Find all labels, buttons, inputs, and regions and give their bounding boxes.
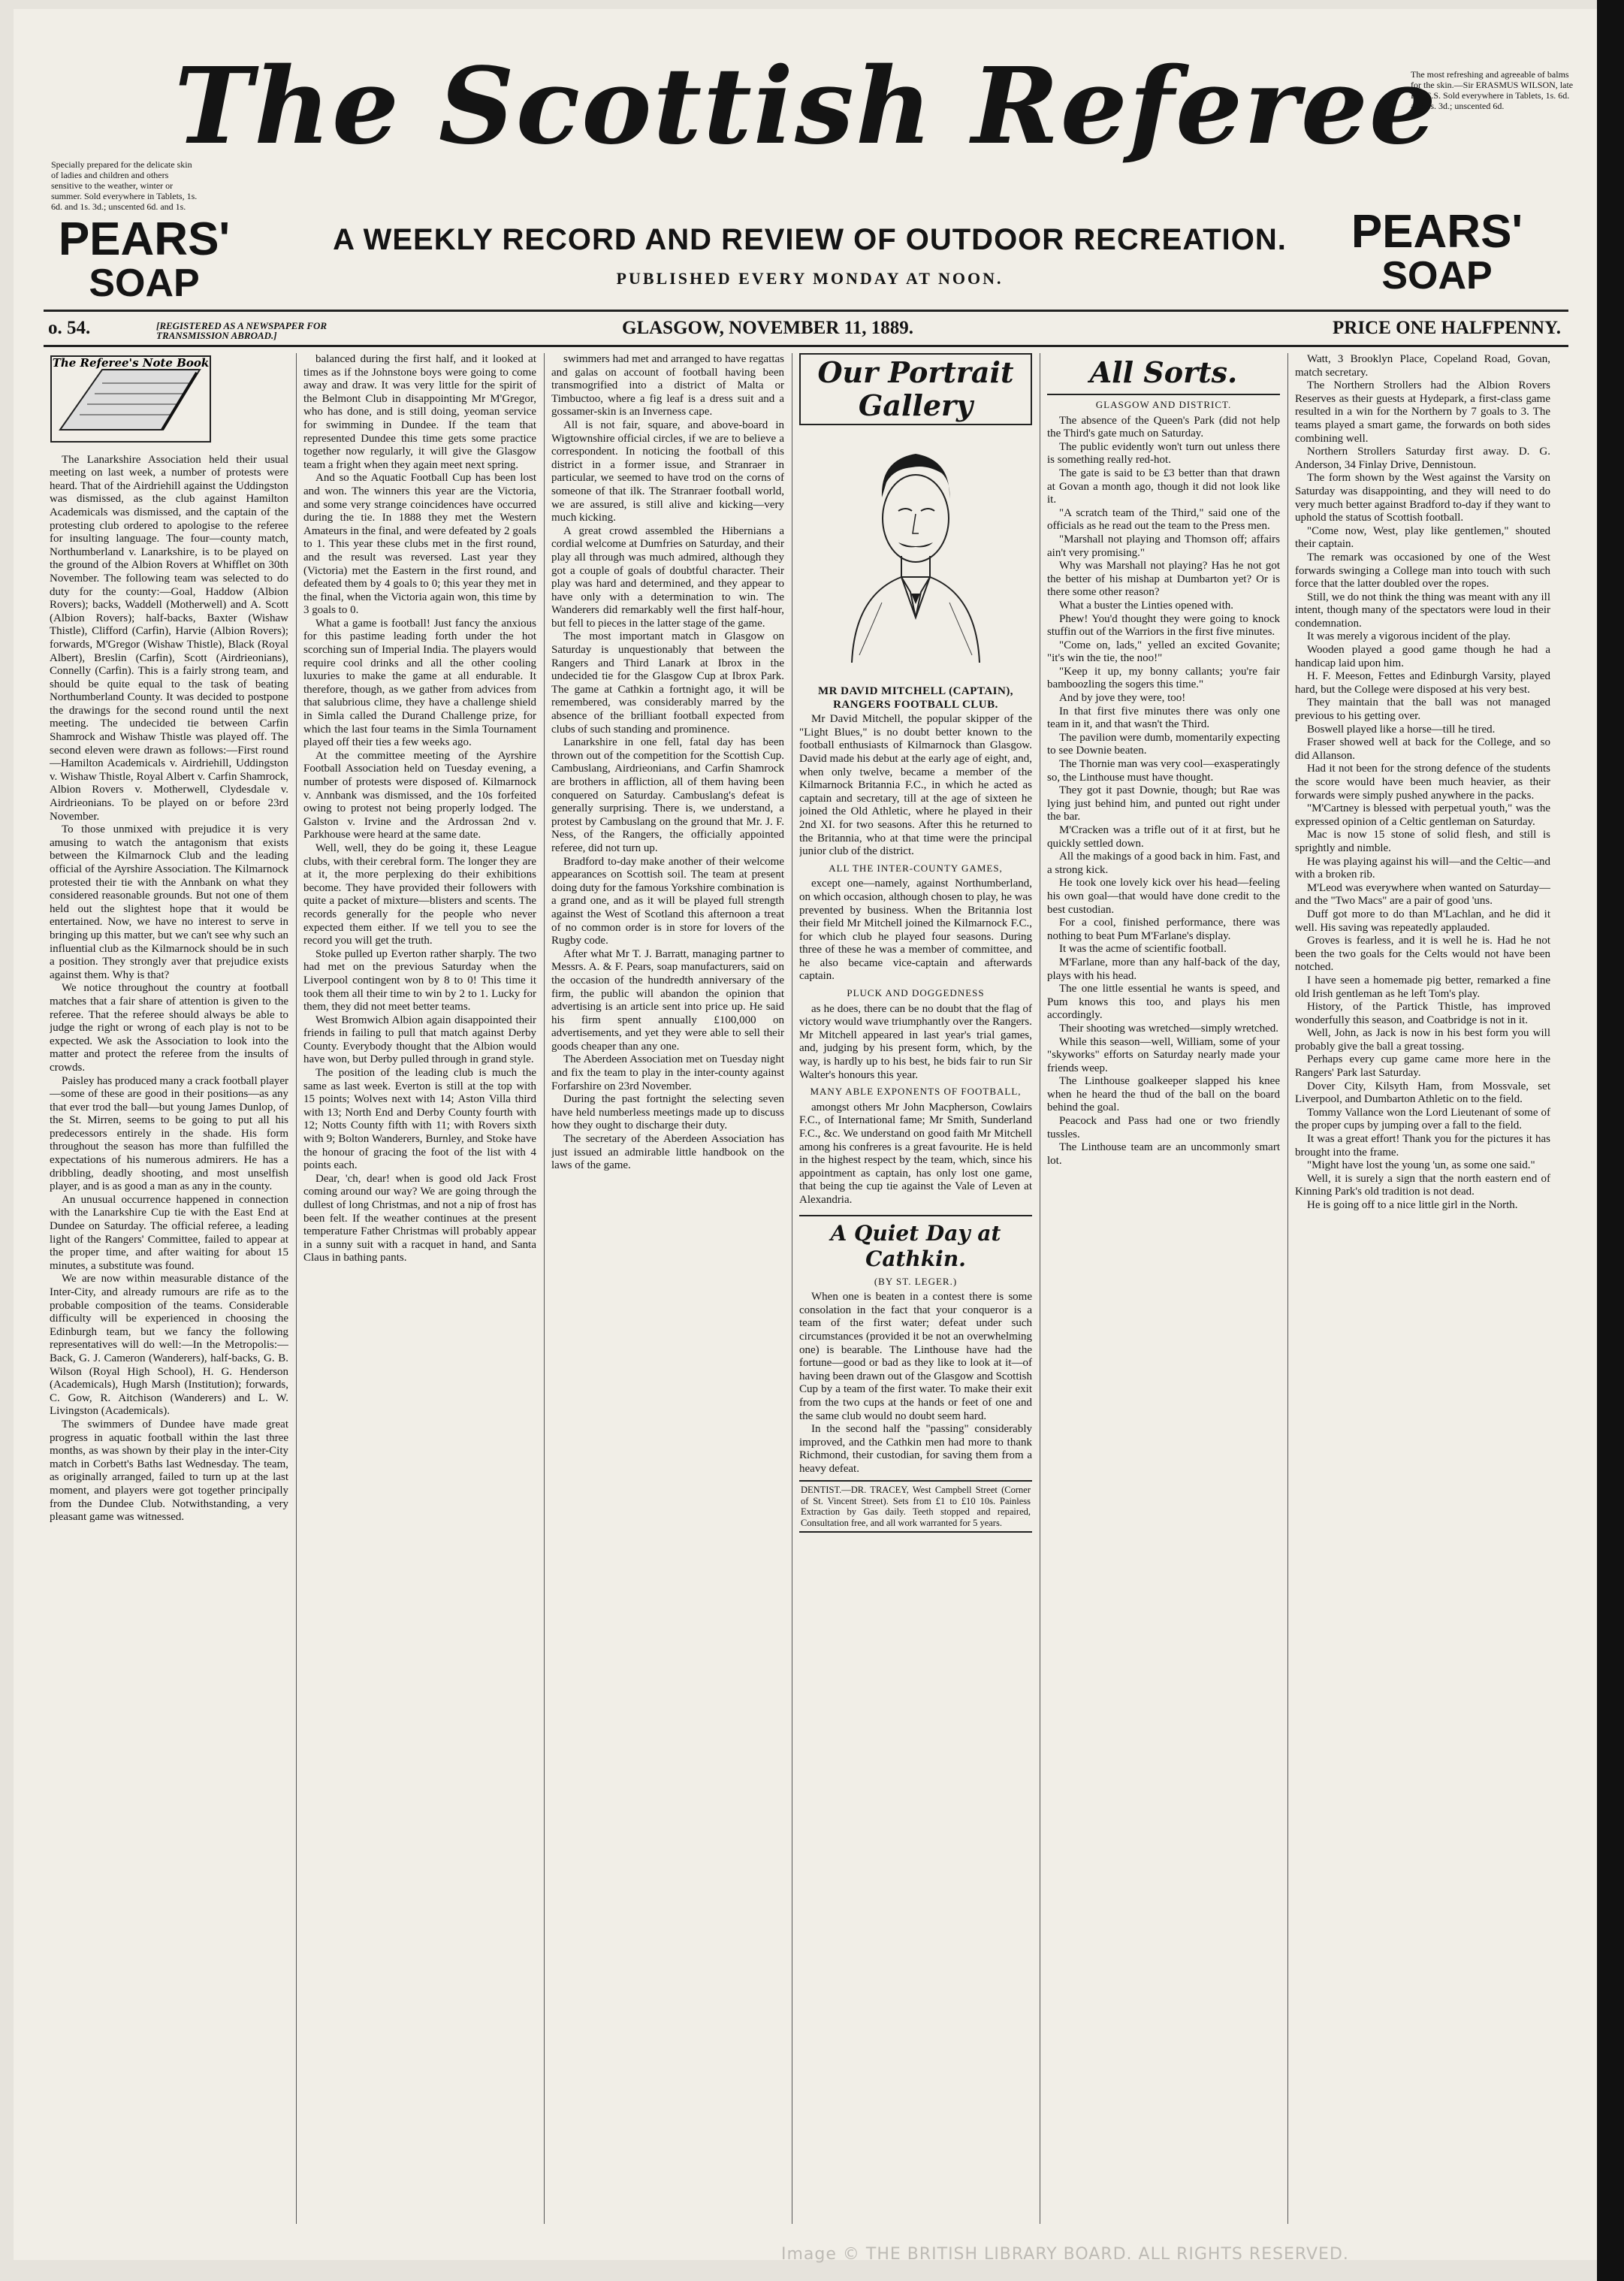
article-paragraph: The swimmers of Dundee have made great progress in aquatic football within the last three months, as was shown by their play in the inter-City match in Corbett's Baths last Wednesday. The team, as originally arranged, failed to turn up at the last moment, and players were got together principally from the Dundee Club. Notwithstanding, a very pleasant game was witnessed. (50, 1418, 288, 1524)
article-paragraph: Stoke pulled up Everton rather sharply. The two had met on the previous Saturday when the Liverpool contingent won by 8 to 0! This time it took them all their time to win by 2 to 1. Lucky for them, they did not meet better teams. (303, 947, 536, 1014)
article-paragraph: He is going off to a nice little girl in the North. (1307, 1199, 1518, 1211)
column-rule (544, 353, 545, 2224)
article-paragraph: Tommy Vallance won the Lord Lieutenant of some of the proper cups by jumping over a fall to the field. (1295, 1106, 1550, 1132)
article-paragraph: What a game is football! Just fancy the anxious for this pastime leading forth under the hot scorching sun of Imperial India. The players would require cool drinks and all the other cooling luxuries to make the game at all endurable. It therefore, though, as we gather from advices from that salubrious clime, they have a challenge shield in Simla called the Durand Challenge prize, for which the last four teams in the Simla Tournament played off their ties a few weeks ago. (303, 617, 536, 749)
subheading: GLASGOW AND DISTRICT. (1095, 399, 1232, 410)
article-paragraph: The remark was occasioned by one of the West forwards swinging a College man into touch with such force that the latter doubled over the ropes. (1295, 551, 1550, 591)
soap-label: SOAP (89, 261, 200, 305)
article-paragraph: Bradford to-day make another of their welcome appearances on Scottish soil. The team at present doing duty for the famous Yorkshire combination is a grand one, and as it will be played full strength against the West of Scotland this afternoon a treat of no common order is in store for lovers of the Rugby code. (551, 855, 784, 947)
article-paragraph: Groves is fearless, and it is well he is. Had he not been the two goals for the Celts would not have been notched. (1295, 935, 1550, 974)
article-paragraph: Well, it is surely a sign that the north eastern end of Kinning Park's old tradition is not dead. (1295, 1172, 1550, 1198)
article-paragraph: It was merely a vigorous incident of the play. (1307, 630, 1511, 643)
article-paragraph: We notice throughout the country at football matches that a fair share of attention is given to the referee. That the referee should always be able to judge the right or wrong of each play is not to be expected. We ask the Association to look into the matter and protect the referee from the insults of crowds. (50, 982, 288, 1074)
pears-brand: PEARS' (58, 213, 231, 265)
right-ear-blurb: The most refreshing and agreeable of balms for the skin.—Sir ERASMUS WILSON, late P.R.C.S. Sold everywhere in Tablets, 1s. 6d. and 1s. 3d.; unscented 6d. (1411, 69, 1574, 111)
article-paragraph: Why was Marshall not playing? Has he not got the better of his mishap at Dumbarton yet? Or is there some other reason? (1047, 560, 1280, 599)
column-6 (1295, 353, 1550, 2224)
column-5 (1047, 353, 1280, 2224)
left-ear-blurb: Specially prepared for the delicate skin of ladies and children and others sensitive to the weather, winter or summer. Sold everywhere in Tablets, 1s. 6d. and 1s. 3d.; unscented 6d. and 1s. (51, 159, 198, 212)
article-paragraph: M'Cracken was a trifle out of it at first, but he quickly settled down. (1047, 824, 1280, 850)
article-paragraph: Had it not been for the strong defence of the students the score would have been much heavier, as their forwards were simply pushed anywhere in the packs. (1295, 763, 1550, 802)
article-paragraph: For a cool, finished performance, there was nothing to beat Pum M'Farlane's display. (1047, 917, 1280, 942)
article-paragraph: "A scratch team of the Third," said one of the officials as he read out the team to the Press men. (1047, 506, 1280, 533)
article-paragraph: except one—namely, against Northumberland, on which occasion, although chosen to play, he was prevented by business. When the Britannia lost their field Mr Mitchell joined the Kilmarnock F.C., for which club he played four seasons. During three of these he was a member of committee, and he also became vice-captain and afterwards captain. (799, 878, 1032, 983)
article-paragraph: The position of the leading club is much the same as last week. Everton is still at the top with 15 points; Wolves next with 14; Aston Villa third with 13; North End and Derby County fourth with 12; Notts County fifth with 11; with Rovers sixth with 9; Bolton Wanderers, Burnley, and Stoke have the honour of gracing the foot of the list with 4 points each. (303, 1067, 536, 1172)
article-paragraph: Paisley has produced many a crack football player—some of these are good in their positions—as any that ever trod the ball—but young James Dunlop, of the St. Mirren, seems to be going to put all his predecessors entirely in the shade. His form throughout the season has more than fulfilled the expectations of his numerous admirers. He has a dribbling, deadly shooting, and most unselfish player, and is as good a man as any in the county. (50, 1074, 288, 1193)
article-paragraph: Dover City, Kilsyth Ham, from Mossvale, set Liverpool, and Dumbarton Athletic on to the field. (1295, 1080, 1550, 1106)
article-paragraph: "Marshall not playing and Thomson off; affairs ain't very promising." (1047, 533, 1280, 559)
article-paragraph: swimmers had met and arranged to have regattas and galas on account of football having been transmogrified into a district of Malta or Timbuctoo, where a fig leaf is a dress suit and a gossamer-skin is an Inverness cape. (551, 353, 784, 418)
article-paragraph: A great crowd assembled the Hibernians a cordial welcome at Dumfries on Saturday, and their play all through was much admired, although they got a couple of goals of doubtful character. Their play was hard and determined, and they appear to have only with a determination to win. The Wanderers did remarkably well the first half-hour, but fell to pieces in the latter stage of the game. (551, 524, 784, 630)
article-paragraph: West Bromwich Albion again disappointed their friends in failing to pull that match against Derby County. Everybody thought that the Albion would have won, but Derby pulled through in grand style. (303, 1014, 536, 1066)
article-paragraph: And so the Aquatic Football Cup has been lost and won. The winners this year are the Victoria, and some very strange coincidences have occurred during the tie. In 1888 they met the Western Amateurs in the final, and were defeated by 2 goals to 1. This year these clubs met in the first round, and the result was reversed. Last year they (Victoria) met the Eastern in the first round, and defeated them by 4 goals to 0; this year they met in the final, when the Victoria again won, this time by 3 goals to 0. (303, 472, 536, 617)
article-paragraph: Peacock and Pass had one or two friendly tussles. (1047, 1115, 1280, 1140)
dentist-advert: DENTIST.—DR. TRACEY, West Campbell Street (Corner of St. Vincent Street). Sets from £1 to £10 10s. Painless Extraction by Gas daily. Teeth stopped and repaired, Consultation free, and all work warranted for 5 years. (799, 1480, 1032, 1533)
article-paragraph: Well, well, they do be going it, these League clubs, with their cerebral form. The longer they are at it, the more perplexing do their exhibitions become. They have provided their followers with quite a packet of mixture—blisters and scents. The records generally for the people who never expected them either. If we tell you to see the record you will get the truth. (303, 841, 536, 947)
article-paragraph: In that first five minutes there was only one team in it, and that wasn't the Third. (1047, 705, 1280, 731)
place-and-date: GLASGOW, NOVEMBER 11, 1889. (622, 318, 914, 338)
article-paragraph: The Lanarkshire Association held their usual meeting on last week, a number of protests were heard. That of the Airdriehill against the Uddingston was dismissed, as the club against Hamilton Academicals was dismissed, and the captain of the protesting club ordered to apologise to the referee for insulting language. The four—county match, Northumberland v. Lanarkshire, is to be played on the ground of the Albion Rovers at Whifflet on 30th November. The following team was selected to do duty for the county:—Goal, Haddow (Albion Rovers); backs, Waddell (Motherwell) and A. Scott (Albion Rovers); half-backs, Baxter (Wishaw Thistle), Clifford (Carfin), Harvie (Albion Rovers); forwards, M'Gregor (Wishaw Thistle), Black (Royal Albert), Breslin (Carfin), Scott (Airdrieonians), Connelly (Carfin). This is a fairly strong team, and should be quite equal to the task of beating Northumberland County. It was decided to postpone the drawings for the second round until the next meeting. The undecided tie between Carfin Shamrock and Wishaw Thistle was played off. The second eleven were drawn as follows:—First round—Hamilton Academicals v. Airdriehill, Uddingston v. Wishaw Thistle, Royal Albert v. Carfin Shamrock, Albion Rovers v. Motherwell, Clydesdale v. Airdrieonians. To be played on or before 23rd November. (50, 453, 288, 823)
article-paragraph: Northern Strollers Saturday first away. D. G. Anderson, 34 Finlay Drive, Dennistoun. (1295, 446, 1550, 471)
publication-schedule: PUBLISHED EVERY MONDAY AT NOON. (616, 269, 1004, 288)
subheading: ALL THE INTER-COUNTY GAMES, (829, 862, 1003, 874)
dateline-bar (44, 310, 1568, 347)
article-paragraph: At the committee meeting of the Ayrshire Football Association held on Tuesday evening, a number of protests were disposed of. Kilmarnock v. Annbank was dismissed, and the 10s forfeited owing to protest not being properly lodged. The Galston v. Irvine and the Ardrossan 2nd v. Parkhouse were heard at the same date. (303, 749, 536, 841)
page-spine-edge (1597, 0, 1624, 2281)
subheading: PLUCK AND DOGGEDNESS (847, 987, 985, 999)
masthead-subtitle: A WEEKLY RECORD AND REVIEW OF OUTDOOR RECREATION. (333, 223, 1287, 256)
note-book-illustration (50, 355, 212, 443)
image-credit: Image © THE BRITISH LIBRARY BOARD. ALL RIGHTS RESERVED. (781, 2245, 1349, 2264)
article-paragraph: The absence of the Queen's Park (did not help the Third's gate much on Saturday. (1047, 414, 1280, 440)
article-paragraph: Watt, 3 Brooklyn Place, Copeland Road, Govan, match secretary. (1295, 353, 1550, 379)
quiet-day-heading: A Quiet Day at Cathkin. (799, 1215, 1032, 1272)
column-rule (296, 353, 297, 2224)
article-paragraph: They got it past Downie, though; but Rae was lying just behind him, and punted out right under the bar. (1047, 784, 1280, 823)
portrait-gallery-heading: Our Portrait Gallery (799, 353, 1032, 425)
article-paragraph: History, of the Partick Thistle, has improved wonderfully this season, and Coatbridge is not in it. (1295, 1001, 1550, 1026)
article-paragraph: The Northern Strollers had the Albion Rovers Reserves as their guests at Hydepark, a first-class game resulted in a win for the Northern by 7 goals to 3. The teams played a smart game, the forwards on both sides combining well. (1295, 379, 1550, 445)
article-paragraph: Dear, 'ch, dear! when is good old Jack Frost coming around our way? We are going through the dullest of long Christmas, and not a nip of frost has been felt. If the weather continues at the present temperature Father Christmas will probably appear in a sunny suit with a racquet in hand, and Santa Claus in bathing pants. (303, 1172, 536, 1264)
column-rule (1287, 353, 1288, 2224)
masthead-title: The Scottish Referee (174, 45, 1438, 168)
article-paragraph: The Linthouse goalkeeper slapped his knee when he heard the thud of the ball on the board behind the goal. (1047, 1075, 1280, 1114)
article-paragraph: The most important match in Glasgow on Saturday is unquestionably that between the Rangers and Third Lanark at Ibrox in the undecided tie for the Glasgow Cup at Ibrox Park. The game at Cathkin a fortnight ago, it will be remembered, was considerably marred by the absence of the brilliant football expected from clubs of such standing and prominence. (551, 630, 784, 736)
article-paragraph: He was playing against his will—and the Celtic—and with a broken rib. (1295, 855, 1550, 881)
article-paragraph: After what Mr T. J. Barratt, managing partner to Messrs. A. & F. Pears, soap manufacturers, said on the occasion of the hundredth anniversary of the firm, the public will abandon the opinion that advertising is an article sent into price up. He said his firm spent annually £100,000 on advertisements, and yet they were able to sell their goods cheaper than any one. (551, 947, 784, 1053)
article-paragraph: They maintain that the ball was not managed previous to his getting over. (1295, 696, 1550, 723)
article-paragraph: H. F. Meeson, Fettes and Edinburgh Varsity, played hard, but the College were disposed at his very best. (1295, 670, 1550, 696)
article-paragraph: Well, John, as Jack is now in his best form you will probably give the ball a great tossing. (1295, 1027, 1550, 1053)
article-paragraph: The public evidently won't turn out unless there is something really red-hot. (1047, 440, 1280, 467)
article-paragraph: The Linthouse team are an uncommonly smart lot. (1047, 1141, 1280, 1167)
left-ear-advert (47, 213, 242, 305)
byline: (BY ST. LEGER.) (874, 1275, 958, 1287)
article-paragraph: "Come now, West, play like gentlemen," shouted their captain. (1295, 524, 1550, 551)
all-sorts-heading: All Sorts. (1047, 353, 1280, 395)
article-paragraph: And by jove they were, too! (1059, 692, 1186, 705)
article-paragraph: as he does, there can be no doubt that the flag of victory would wave triumphantly over the Rangers. Mr Mitchell appeared in last year's trial games, and, judging by his present form, which, by the way, is hardly up to his best, he bids fair to run Sir Walter's honours this year. (799, 1002, 1032, 1081)
article-paragraph: He took one lovely kick over his head—feeling his own goal—that would have done credit to the best custodian. (1047, 877, 1280, 916)
registration-notice: [REGISTERED AS A NEWSPAPER FOR TRANSMISSION ABROAD.] (156, 320, 328, 341)
article-paragraph: The secretary of the Aberdeen Association has just issued an admirable little handbook on the laws of the game. (551, 1133, 784, 1172)
issue-number: o. 54. (48, 318, 91, 338)
article-paragraph: "Might have lost the young 'un, as some one said." (1307, 1159, 1535, 1172)
column-1 (50, 353, 288, 2224)
article-paragraph: The Thornie man was very cool—exasperatingly so, the Linthouse must have thought. (1047, 758, 1280, 784)
article-paragraph: balanced during the first half, and it looked at times as if the Johnstone boys were going to come away and draw. It was very little for the spirit of the Belmont Club in disappointing Mr M'Gregor, who has done, and is still doing, yeoman service for swimming in Dundee. If the team that represented Dundee this time gets some practice together now regularly, it will give the Glasgow team a fright when they again meet next spring. (303, 353, 536, 471)
article-paragraph: All is not fair, square, and above-board in Wigtownshire official circles, if we are to believe a correspondent. In noticing the football of this district in a former issue, and Stranraer in particular, we seemed to have trod on the corns of someone of that ilk. The Stranraer football world, we are assured, is still alive and kicking—very much kicking. (551, 418, 784, 524)
article-paragraph: Duff got more to do than M'Lachlan, and he did it well. His saving was repeatedly applauded. (1295, 908, 1550, 934)
article-paragraph: It was the acme of scientific football. (1059, 943, 1227, 956)
subheading: MANY ABLE EXPONENTS OF FOOTBALL, (810, 1086, 1022, 1098)
article-paragraph: M'Farlane, more than any half-back of the day, plays with his head. (1047, 956, 1280, 982)
article-paragraph: What a buster the Linties opened with. (1059, 599, 1234, 612)
note-book-banner: The Referee's Note Book (52, 356, 210, 370)
article-paragraph: Lanarkshire in one fell, fatal day has been thrown out of the competition for the Scottish Cup. Cambuslang, Airdrieonians, and Carfin Shamrock are brothers in affliction, all of them having been conquered on Saturday. Cambuslang's defeat is generally surprising. There is, we understand, a protest by Cambuslang on the ground that Mr. J. F. Ness, of the Rangers, the officially appointed referee, did not turn up. (551, 736, 784, 854)
article-paragraph: Their shooting was wretched—simply wretched. (1059, 1022, 1279, 1035)
pears-brand: PEARS' (1351, 206, 1523, 258)
article-paragraph: All the makings of a good back in him. Fast, and a strong kick. (1047, 850, 1280, 876)
article-paragraph: We are now within measurable distance of the Inter-City, and already rumours are rife as to the probable composition of the teams. Considerable difficulty will be experienced in choosing the Edinburgh team, but we fancy the following representatives will do well:—In the Metropolis:—Back, G. J. Cameron (Wanderers), half-backs, G. B. Wilson (Royal High School), H. G. Henderson (Academicals), Hugh Marsh (Institution); forwards, C. Gow, R. Aitchison (Wanderers) and L. W. Livingston (Academicals). (50, 1273, 288, 1418)
soap-label: SOAP (1381, 254, 1493, 298)
article-paragraph: Boswell played like a horse—till he tired. (1307, 723, 1496, 736)
article-paragraph: amongst others Mr John Macpherson, Cowlairs F.C., of International fame; Mr Smith, Sunderland F.C., &c. We understand on good faith Mr Mitchell among his confreres is a great favourite. He is held in the highest respect by the team, which, since his appointment as captain, has only lost one game, that being the cup tie against the Vale of Leven at Alexandria. (799, 1101, 1032, 1206)
column-2 (303, 353, 536, 2224)
newspaper-page (14, 9, 1597, 2260)
article-paragraph: To those unmixed with prejudice it is very amusing to watch the antagonism that exists between the Kilmarnock Club and the leading official of the Ayrshire Association. The Kilmarnock protested their tie with the Annbank on what they considered reasonable grounds. But not one of them held out the slightest hope that it would be entertained. Now, we have no interest to serve in bringing up this matter, but we can't see why such an influential club as the Kilmarnock should be in such a position. They strongly aver that prejudice exists against them. Why is that? (50, 823, 288, 981)
article-paragraph: I have seen a homemade pig better, remarked a fine old Irish gentleman as he left Tom's play. (1295, 974, 1550, 1000)
article-paragraph: Mac is now 15 stone of solid flesh, and still is sprightly and nimble. (1295, 829, 1550, 854)
article-paragraph: M'Leod was everywhere when wanted on Saturday—and the "Two Macs" are a pair of good 'uns. (1295, 881, 1550, 908)
article-paragraph: While this season—well, William, some of your "skyworks" efforts on Saturday nearly made your friends weep. (1047, 1035, 1280, 1074)
article-paragraph: "Keep it up, my bonny callants; you're fair bamboozling the sogers this time." (1047, 665, 1280, 691)
article-paragraph: "Come on, lads," yelled an excited Govanite; "it's win the tie, the noo!" (1047, 639, 1280, 665)
article-paragraph: An unusual occurrence happened in connection with the Lanarkshire Cup tie with the East End at Dundee on Saturday. The official referee, a leading light of the Rangers' Committee, failed to appear at the proper time, and after waiting for about 15 minutes, a substitute was found. (50, 1193, 288, 1272)
article-paragraph: The Aberdeen Association met on Tuesday night and fix the team to play in the inter-county against Forfarshire on 23rd November. (551, 1053, 784, 1092)
article-paragraph: The one little essential he wants is speed, and Pum knows this too, and plays his men accordingly. (1047, 983, 1280, 1022)
portrait-engraving (837, 430, 995, 678)
article-paragraph: Wooden played a good game though he had a handicap laid upon him. (1295, 644, 1550, 669)
article-paragraph: Mr David Mitchell, the popular skipper of the "Light Blues," is no doubt better known to the football enthusiasts of Kilmarnock than Glasgow. David made his debut at the early age of eight, and, when only twelve, became a member of the Kilmarnock Britannia F.C., in which he acted as captain and secretary, till at the age of sixteen he joined the Old Athletic, where he played in their 2nd XI. for two seasons. After this he returned to the Britannia, who at that time were the principal junior club of the district. (799, 713, 1032, 858)
article-paragraph: The form shown by the West against the Varsity on Saturday was disappointing, and they will need to do very much better against Bradford to-day if they want to uphold the status of Scottish football. (1295, 472, 1550, 524)
article-paragraph: Perhaps every cup game came more here in the Rangers' Park last Saturday. (1295, 1053, 1550, 1080)
article-paragraph: When one is beaten in a contest there is some consolation in the fact that your conqueror is a team of the first water; defeat under such circumstances (provided it be not an overwhelming one) is bearable. The Linthouse have had the fortune—good or bad as they like to look at it—of having been drawn out of the Glasgow and Scottish Cup by a team of the first water. To make their exit from the two cups at the hands or feet of one and the same club would no doubt seem hard. (799, 1291, 1032, 1422)
article-paragraph: In the second half the "passing" considerably improved, and the Cathkin men had more to thank Richmond, their custodian, for saving them from a heavy defeat. (799, 1423, 1032, 1475)
article-paragraph: During the past fortnight the selecting seven have held numberless meetings made up to discuss how they ought to discharge their duty. (551, 1093, 784, 1132)
article-paragraph: Phew! You'd thought they were going to knock stuffin out of the Warriors in the first five minutes. (1047, 612, 1280, 639)
portrait-caption: MR DAVID MITCHELL (CAPTAIN), RANGERS FOOTBALL CLUB. (817, 685, 1014, 711)
article-paragraph: It was a great effort! Thank you for the pictures it has brought into the frame. (1295, 1133, 1550, 1159)
article-paragraph: Fraser showed well at back for the College, and so did Allanson. (1295, 736, 1550, 762)
article-paragraph: Still, we do not think the thing was meant with any ill intent, though many of the spectators were loud in their condemnation. (1295, 591, 1550, 630)
column-4 (799, 353, 1032, 2224)
article-paragraph: The pavilion were dumb, momentarily expecting to see Downie beaten. (1047, 731, 1280, 757)
price: PRICE ONE HALFPENNY. (1333, 318, 1561, 338)
article-paragraph: The gate is said to be £3 better than that drawn at Govan a month ago, though it did not look like it. (1047, 467, 1280, 506)
article-paragraph: "M'Cartney is blessed with perpetual youth," was the expressed opinion of a Celtic gentleman on Saturday. (1295, 802, 1550, 828)
column-3 (551, 353, 784, 2224)
